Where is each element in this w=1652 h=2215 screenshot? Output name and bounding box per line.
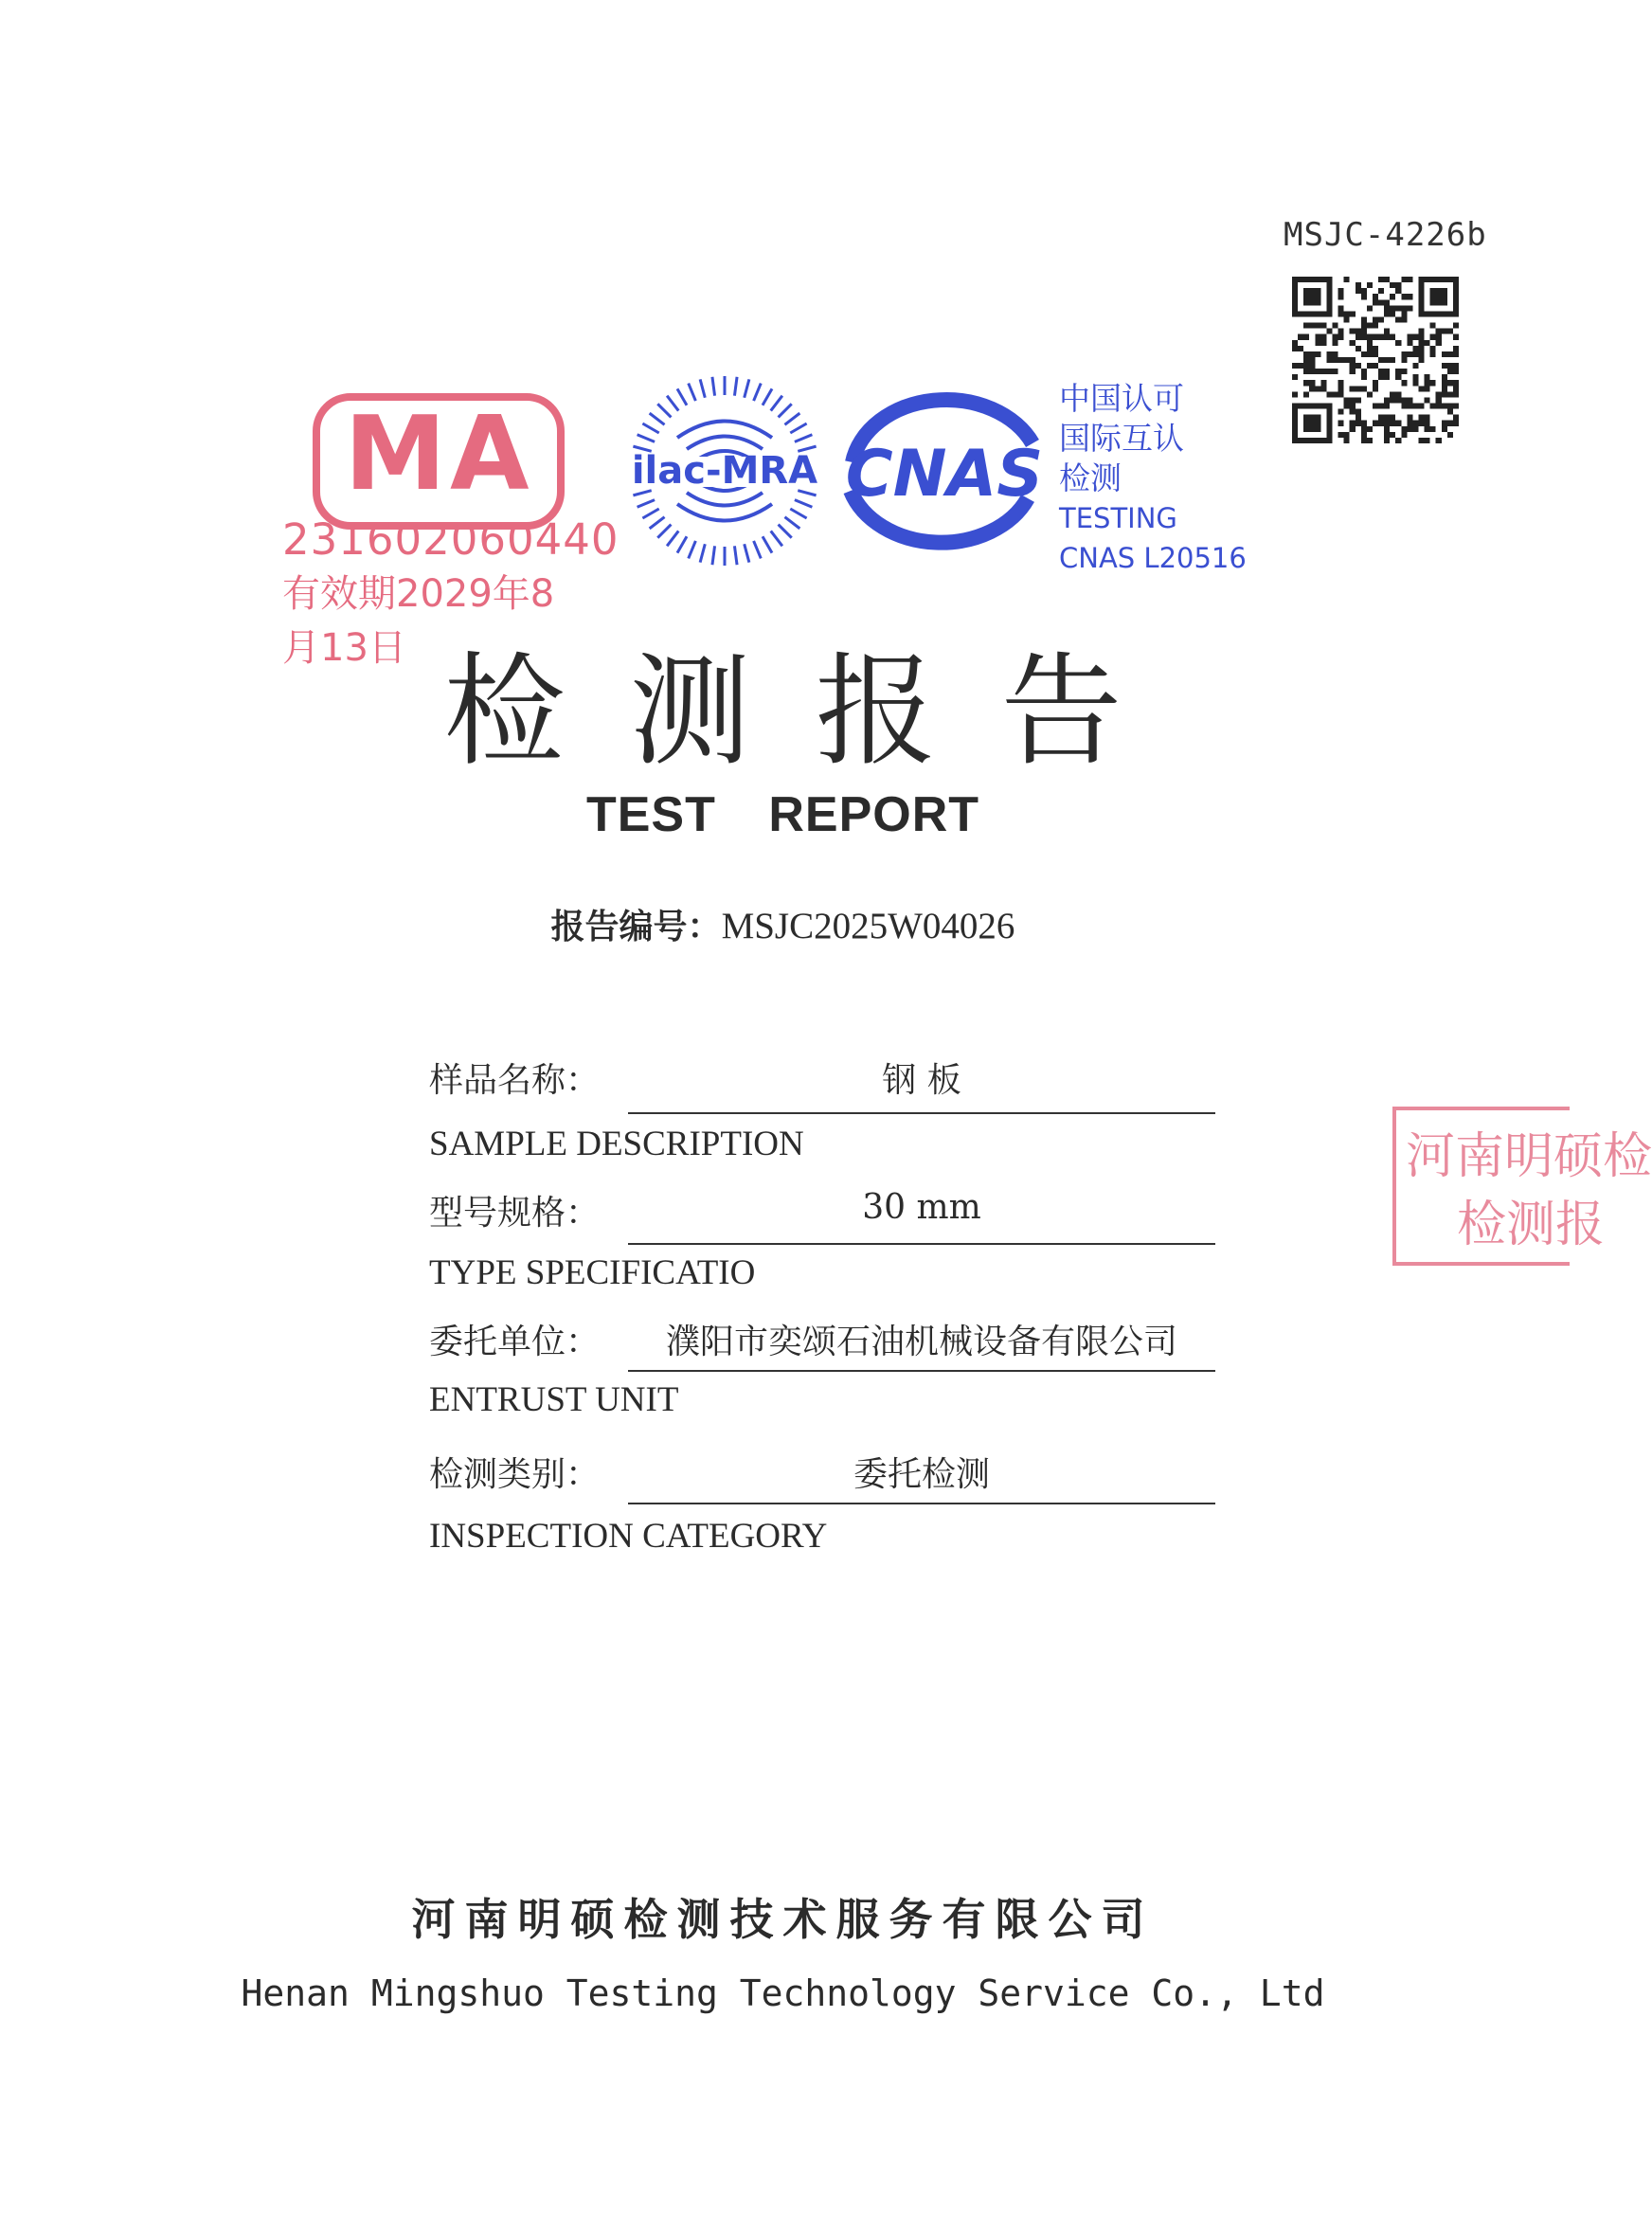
sample-name-value: 钢 板 [882, 1061, 961, 1100]
inspection-category-underline [628, 1503, 1215, 1504]
report-number-value: MSJC2025W04026 [721, 906, 1015, 946]
qr-code-icon [1292, 277, 1459, 443]
document-code: MSJC-4226b [1284, 216, 1487, 254]
cma-seal-validity: 有效期2029年8月13日 [282, 572, 555, 670]
inspection-category-label-cn: 检测类别： [429, 1455, 601, 1494]
type-specification-label: TYPE SPECIFICATIO [429, 1253, 756, 1292]
type-spec-label: 型号规格： [429, 1194, 601, 1233]
entrust-unit-underline [628, 1370, 1215, 1372]
entrust-unit-label-en: ENTRUST UNIT [429, 1380, 679, 1419]
cnas-line-3: 检测 [1059, 459, 1122, 496]
type-spec-value: 30 mm [862, 1188, 981, 1227]
cnas-line-5: CNAS L20516 [1059, 542, 1247, 574]
report-number-label: 报告编号： [550, 908, 722, 946]
ilac-mra-text: ilac-MRA [631, 449, 818, 493]
company-name-en: Henan Mingshuo Testing Technology Service Co., Ltd [241, 1972, 1325, 2014]
sample-name-underline [628, 1112, 1215, 1114]
company-name-cn: 河南明硕检测技术服务有限公司 [411, 1894, 1155, 1945]
cma-seal-number: 231602060440 [282, 514, 620, 565]
side-seal-line-2: 检测报 [1457, 1197, 1606, 1253]
cnas-logo-text: CNAS [845, 437, 1044, 512]
cnas-line-1: 中国认可 [1059, 380, 1184, 417]
ilac-mra-logo-icon [625, 371, 824, 570]
company-seal-stamp [1392, 1107, 1652, 1266]
cma-seal [275, 384, 620, 670]
cnas-accreditation-text [1059, 379, 1247, 578]
side-seal-line-1: 河南明硕检 [1406, 1128, 1652, 1185]
cma-seal-letters: MA [344, 395, 533, 513]
entrust-unit-value: 濮阳市奕颂石油机械设备有限公司 [665, 1323, 1177, 1361]
entrust-unit-label-cn: 委托单位： [429, 1323, 601, 1361]
cnas-logo-icon [834, 387, 1056, 557]
cnas-line-4: TESTING [1059, 502, 1177, 534]
report-number [0, 900, 1566, 948]
report-title-en: TEST REPORT [585, 787, 980, 842]
inspection-category-value: 委托检测 [853, 1455, 990, 1494]
cnas-line-2: 国际互认 [1059, 420, 1184, 457]
inspection-category-label-en: INSPECTION CATEGORY [429, 1517, 828, 1556]
sample-name-label: 样品名称： [429, 1061, 601, 1100]
sample-description-label: SAMPLE DESCRIPTION [429, 1125, 804, 1163]
type-spec-underline [628, 1243, 1215, 1245]
report-title-cn: 检测报告 [443, 641, 1187, 783]
